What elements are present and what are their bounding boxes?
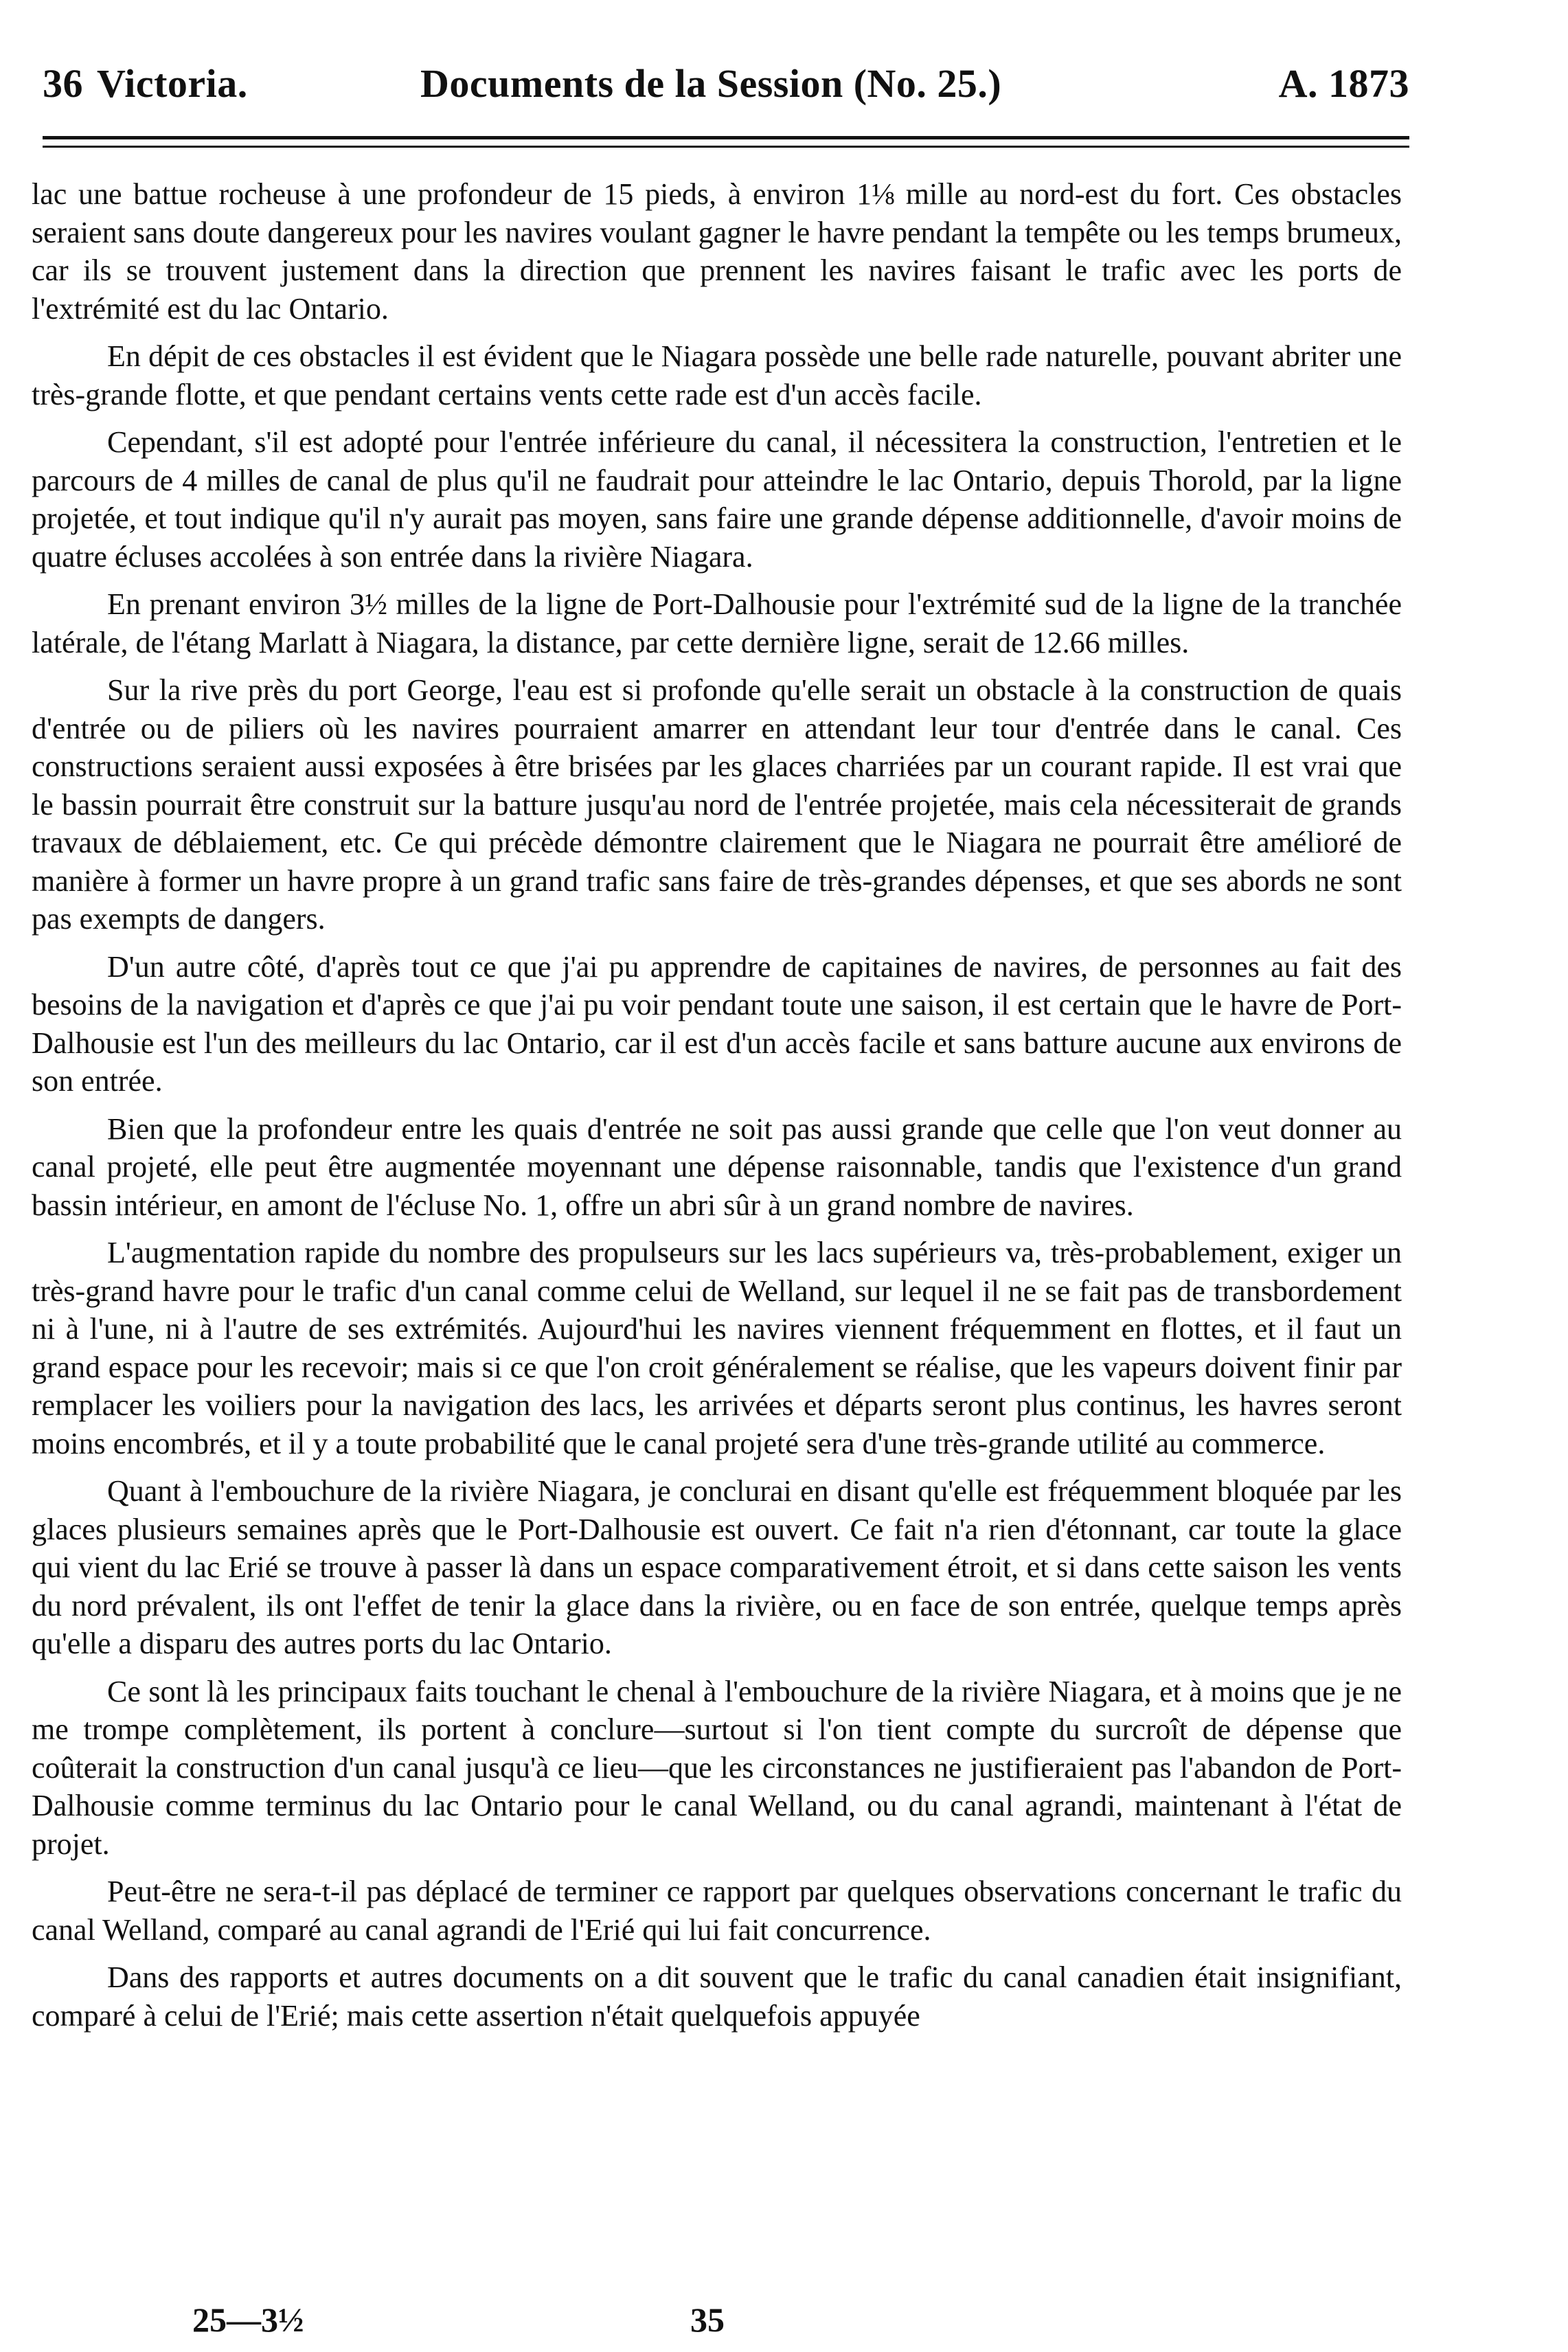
header-rule-thick bbox=[43, 136, 1409, 139]
body-text bbox=[32, 175, 1402, 2044]
paragraph: Bien que la profondeur entre les quais d'entrée ne soit pas aussi grande que celle que l'on veut donner au canal projeté, elle peut être augmentée moyennant une dépense raisonnable, tandis que l'existence d'un grand bassin intérieur, en amont de l'écluse No. 1, offre un abri sûr à un grand nombre de navires. bbox=[32, 1111, 1402, 1222]
paragraph: D'un autre côté, d'après tout ce que j'ai pu apprendre de capitaines de navires, de personnes au fait des besoins de la navigation et d'après ce que j'ai pu voir pendant toute une saison, il est certain que le havre de Port-Dalhousie est l'un des meilleurs du lac Ontario, car il est d'un accès facile et sans batture aucune aux environs de son entrée. bbox=[32, 949, 1402, 1098]
header-title: Documents de la Session (No. 25.) bbox=[420, 61, 1002, 106]
page-header bbox=[43, 60, 1409, 117]
paragraph: Peut-être ne sera-t-il pas déplacé de terminer ce rapport par quelques observations concernant le trafic du canal Welland, comparé au canal agrandi de l'Erié qui lui fait concurrence. bbox=[32, 1875, 1402, 1947]
paragraph: Dans des rapports et autres documents on a dit souvent que le trafic du canal canadien était insignifiant, comparé à celui de l'Erié; mais cette assertion n'était quelquefois appuyée bbox=[32, 1960, 1402, 2033]
header-left bbox=[43, 60, 248, 106]
paragraph: En dépit de ces obstacles il est évident que le Niagara possède une belle rade naturelle, pouvant abriter une très-grande flotte, et que pendant certains vents cette rade est d'un accès facile. bbox=[32, 339, 1402, 411]
header-rule-thin bbox=[43, 146, 1409, 148]
paragraph: Ce sont là les principaux faits touchant le chenal à l'embouchure de la rivière Niagara, et à moins que je ne me trompe complètement, ils portent à conclure—surtout si l'on tient compte du surcroît de dépense que coûterait la construction d'un canal jusqu'à ce lieu—que les circonstances ne justifieraient pas l'abandon de Port-Dalhousie comme terminus du lac Ontario pour le canal Welland, ou du canal agrandi, maintenant à l'état de projet. bbox=[32, 1674, 1402, 1861]
signature-mark: 25—3½ bbox=[192, 2300, 304, 2339]
page-number: 35 bbox=[690, 2300, 725, 2339]
paragraph: Quant à l'embouchure de la rivière Niagara, je conclurai en disant qu'elle est fréquemment bloquée par les glaces plusieurs semaines après que le Port-Dalhousie est ouvert. Ce fait n'a rien d'étonnant, car toute la glace qui vient du lac Erié se trouve à passer là dans un espace comparativement étroit, et si dans cette saison les vents du nord prévalent, ils ont l'effet de tenir la glace dans la rivière, ou en face de son entrée, quelque temps après qu'elle a disparu des autres ports du lac Ontario. bbox=[32, 1474, 1402, 1660]
paragraph: Sur la rive près du port George, l'eau est si profonde qu'elle serait un obstacle à la construction de quais d'entrée ou de piliers où les navires pourraient amarrer en attendant leur tour d'entrée dans le canal. Ces constructions seraient aussi exposées à être brisées par les glaces charriées par un courant rapide. Il est vrai que le bassin pourrait être construit sur la batture jusqu'au nord de l'entrée projetée, mais cela nécessiterait de grands travaux de déblaiement, etc. Ce qui précède démontre clairement que le Niagara ne pourrait être amélioré de manière à former un havre propre à un grand trafic sans faire de très-grandes dépenses, et que ses abords ne sont pas exempts de dangers. bbox=[32, 673, 1402, 936]
page-footer bbox=[0, 2300, 1568, 2341]
paragraph: L'augmentation rapide du nombre des propulseurs sur les lacs supérieurs va, très-probablement, exiger un très-grand havre pour le trafic d'un canal comme celui de Welland, sur lequel il ne se fait pas de transbordement ni à l'une, ni à l'autre de ses extrémités. Aujourd'hui les navires viennent fréquemment en flottes, et il faut un grand espace pour les recevoir; mais si ce que l'on croit généralement se réalise, que les vapeurs doivent finir par remplacer les voiliers pour la navigation des lacs, les arrivées et départs seront plus continus, les havres seront moins encombrés, et il y a toute probabilité que le canal projeté sera d'une très-grande utilité au commerce. bbox=[32, 1236, 1402, 1460]
paragraph: Cependant, s'il est adopté pour l'entrée inférieure du canal, il nécessitera la construction, l'entretien et le parcours de 4 milles de canal de plus qu'il ne faudrait pour atteindre le lac Ontario, depuis Thorold, par la ligne projetée, et tout indique qu'il n'y aurait pas moyen, sans faire une grande dépense additionnelle, d'avoir moins de quatre écluses accolées à son entrée dans la rivière Niagara. bbox=[32, 425, 1402, 574]
session-number: 36 bbox=[43, 61, 83, 106]
header-year: A. 1873 bbox=[1278, 61, 1409, 106]
paragraph: lac une battue rocheuse à une profondeur de 15 pieds, à environ 1⅛ mille au nord-est du fort. Ces obstacles seraient sans doute dangereux pour les navires voulant gagner le havre pendant la tempête ou les temps brumeux, car ils se trouvent justement dans la direction que prennent les navires faisant le trafic avec les ports de l'extrémité est du lac Ontario. bbox=[32, 177, 1402, 326]
paragraph: En prenant environ 3½ milles de la ligne de Port-Dalhousie pour l'extrémité sud de la ligne de la tranchée latérale, de l'étang Marlatt à Niagara, la distance, par cette dernière ligne, serait de 12.66 milles. bbox=[32, 587, 1402, 659]
victoria-label: Victoria. bbox=[97, 61, 248, 106]
